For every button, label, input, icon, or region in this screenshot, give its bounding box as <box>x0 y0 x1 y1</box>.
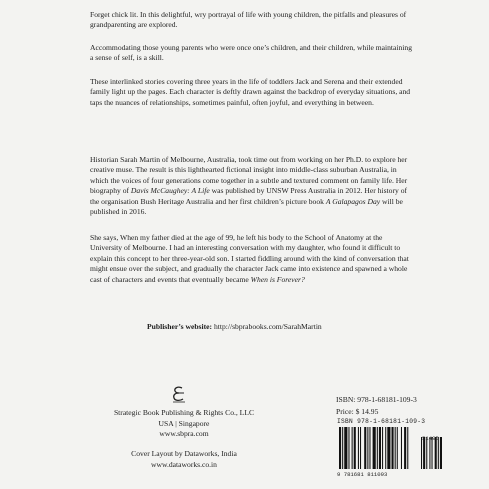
isbn-price-block <box>336 394 456 417</box>
barcode-bar <box>344 427 347 469</box>
barcode-bar <box>401 427 402 469</box>
publisher-website-url[interactable]: http://sbprabooks.com/SarahMartin <box>213 322 322 331</box>
cover-layout-site[interactable]: www.dataworks.co.in <box>151 459 217 469</box>
barcode-bar <box>367 427 368 469</box>
barcode-bar <box>377 427 378 469</box>
isbn-number: ISBN: 978-1-68181-109-3 <box>336 395 417 404</box>
bio-quote-text: She says, When my father died at the age of 99, he left his body to the School of Anatomy at the University of Melbourne. I had an interesting conversation with my daughter, who found it difficult to explain this concept to her three-year-old son. I started fiddling around with the kind of conversation that might ensue over the subject, and gradually the character Jack came into existence and spawned a whole cast of characters and events that eventually became <box>90 233 409 284</box>
barcode-bar <box>364 427 366 469</box>
barcode-bar <box>354 427 356 469</box>
author-bio-paragraph-2 <box>90 233 412 285</box>
cover-layout-credit <box>104 449 264 470</box>
barcode <box>337 418 447 480</box>
barcode-bar <box>404 427 406 469</box>
bio-text: will be published in 2016. <box>90 196 403 217</box>
publisher-website-label: Publisher’s website: <box>147 322 213 331</box>
bio-text: was published by UNSW Press Australia in 2012. Her history of the organisation Bush Heritage Australia and her first children’s picture book <box>90 186 408 206</box>
barcode-bar <box>373 427 376 469</box>
barcode-isbn-text: ISBN 978-1-68181-109-3 <box>337 418 426 425</box>
barcode-bar <box>339 427 341 469</box>
price: Price: $ 14.95 <box>336 406 379 416</box>
publisher-logo-icon <box>170 385 188 403</box>
barcode-bar <box>348 427 349 469</box>
barcode-bar <box>397 427 398 469</box>
blurb-paragraph-1: Forget chick lit. In this delightful, wry portrayal of life with young children, the pitfalls and pleasures of grandparenting are explored. <box>90 10 407 30</box>
bio-text: Historian Sarah Martin of Melbourne, Australia, took time out from working on her Ph.D. to explore her creative muse. The result is this lighthearted fictional insight into middle-class suburban Australia, in which the voices of four generations come together in a subtle and textured comment on family life. Her biography of <box>90 155 408 196</box>
publisher-info <box>104 408 264 440</box>
barcode-bar <box>395 427 396 469</box>
barcode-bar <box>379 427 381 469</box>
cover-layout-by: Cover Layout by Dataworks, India <box>131 449 237 458</box>
barcode-bar <box>342 427 343 469</box>
barcode-bar <box>360 427 361 469</box>
publisher-website-line <box>147 322 407 332</box>
book-title-galapagos: A Galapagos Day <box>325 196 381 206</box>
barcode-supplement-bar <box>440 437 442 469</box>
barcode-bar <box>407 427 408 469</box>
barcode-bar <box>387 427 390 469</box>
barcode-digits: 9 781681 811093 <box>337 471 388 478</box>
barcode-supplement: 51495 <box>422 435 439 442</box>
book-title-when-is-forever: When is Forever? <box>250 274 305 284</box>
barcode-icon <box>337 427 447 471</box>
barcode-bar <box>369 427 370 469</box>
book-title-davis: Davis McCaughey: A Life <box>130 186 210 196</box>
author-bio-paragraph-1 <box>90 155 412 217</box>
blurb-paragraph-2: Accommodating those young parents who were once one’s children, and their children, while maintaining a sense of self, is a skill. <box>90 43 413 63</box>
publisher-site[interactable]: www.sbpra.com <box>159 429 209 439</box>
barcode-bar <box>352 427 353 469</box>
publisher-name: Strategic Book Publishing & Rights Co., LLC <box>113 408 255 417</box>
blurb-paragraph-3: These interlinked stories covering three years in the life of toddlers Jack and Serena and their extended family light up the pages. Each character is deftly drawn against the backdrop of everyday situations, and taps the nuances of relationships, sometimes painful, often joyful, and everything in between. <box>90 77 411 107</box>
barcode-bar <box>392 427 394 469</box>
publisher-location: USA | Singapore <box>158 418 210 428</box>
barcode-bar <box>358 427 359 469</box>
barcode-bar <box>385 427 386 469</box>
barcode-bar <box>382 427 383 469</box>
